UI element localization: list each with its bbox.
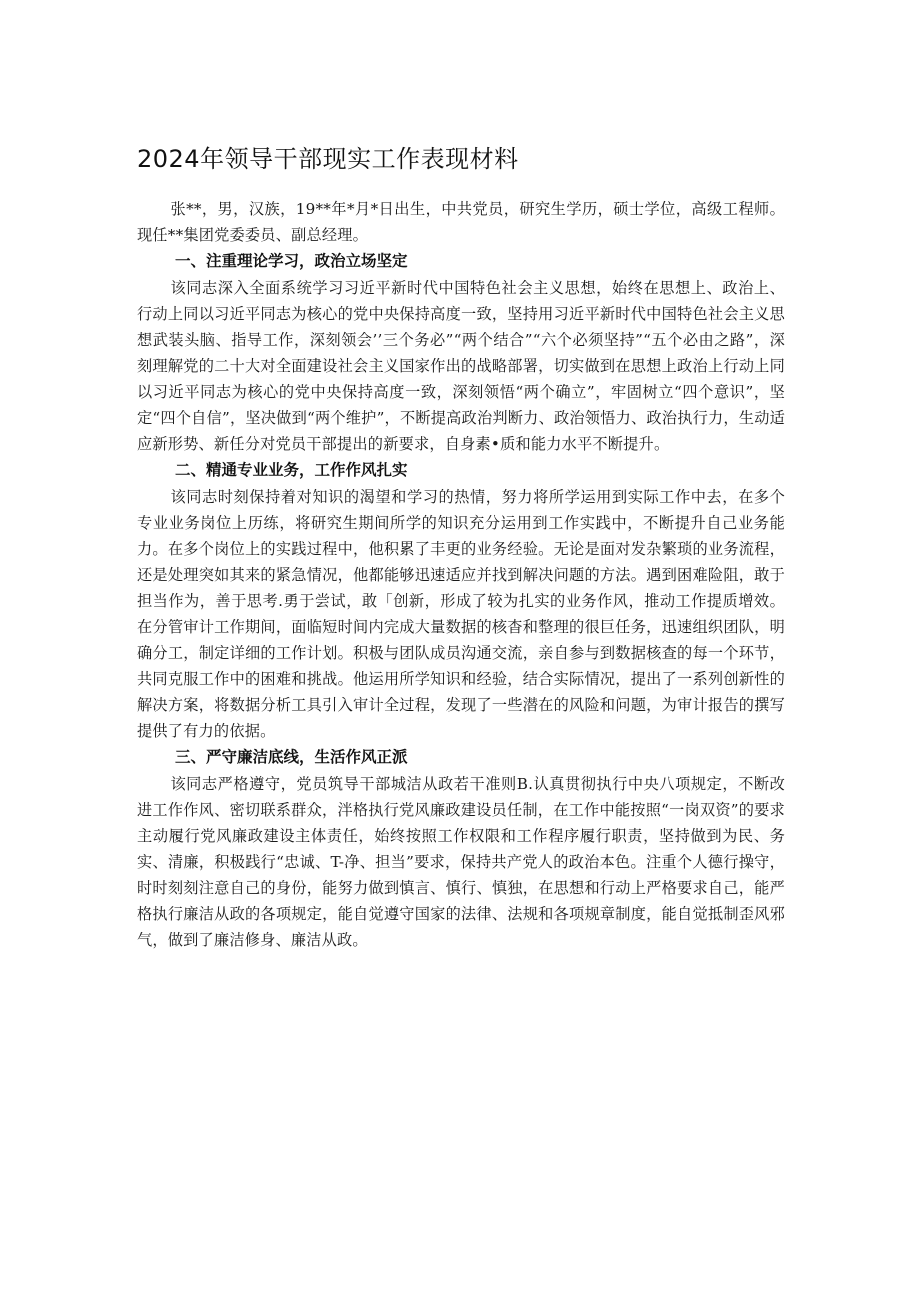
section-body-theory: 该同志深入全面系统学习习近平新时代中国特色社会主义思想，始终在思想上、政治上、行动上同以习近平同志为核心的党中央保持高度一致，坚持用习近平新时代中国特色社会主义思想武装头脑、指导工作，深刻领会’’三个务必”“两个结合”“六个必须坚持”“五个必由之路”，深刻理解党的二十大对全面建设社会主义国家作出的战略部署，切实做到在思想上政治上行动上同以习近平同志为核心的党中央保持高度一致，深刻领悟“两个确立”，牢固树立“四个意识”，坚定“四个自信”，坚决做到“两个维护”，不断提高政治判断力、政治领悟力、政治执行力，生动适应新形势、新任分对党员干部提出的新要求，自身素•质和能力水平不断提升。 <box>137 279 785 453</box>
section-heading-professional: 二、精通专业业务，工作作风扎实 <box>175 461 408 479</box>
section-heading-theory: 一、注重理论学习，政治立场坚定 <box>175 252 408 270</box>
document-title: 2024年领导干部现实工作表现材料 <box>137 145 519 173</box>
section-body-professional: 该同志时刻保持着对知识的渴望和学习的热情，努力将所学运用到实际工作中去，在多个专业业务岗位上历练，将研究生期间所学的知识充分运用到工作实践中，不断提升自己业务能力。在多个岗位上的实践过程中，他积累了丰更的业务经验。无论是面对发杂繁琐的业务流程，还是处理突如其来的紧急情况，他都能够迅速适应并找到解决问题的方法。遇到困难险阻，敢于担当作为，善于思考.勇于尝试，敢「创新，形成了较为扎实的业务作风，推动工作提质增效。在分管审计工作期间，面临短时间内完成大量数据的核杳和整理的很巨任务，迅速组织团队，明确分工，制定详细的工作计划。积极与团队成员沟通交流，亲自参与到数据核查的每一个环节，共同克服工作中的困难和挑战。他运用所学知识和经验，结合实际情况，提出了一系列创新性的解决方案，将数据分析工具引入审计全过程，发现了一些潜在的风险和问题，为审计报告的撰写提供了有力的依据。 <box>137 488 785 740</box>
intro-paragraph: 张**，男，汉族，19**年*月*日出生，中共党员，研究生学历，硕士学位，高级工程师。现任**集团党委委员、副总经理。 <box>137 200 785 244</box>
document-page <box>137 140 785 953</box>
section-body-integrity: 该同志严格遵守，党员筑导干部城洁从政若干准则B.认真贯彻执行中央八项规定，不断改进工作作风、密切联系群众，泮格执行党风廉政建设员任制，在工作中能按照“一岗双资”的要求主动履行党风廉政建设主体责任，始终按照工作权限和工作程序履行职责，坚持做到为民、务实、清廉，积极践行“忠诚、T-净、担当”要求，保持共产党人的政治本色。注重个人德行操守，时时刻刻注意自己的身份，能努力做到慎言、慎行、慎独，在思想和行动上严格要求自己，能严格执行廉洁从政的各项规定，能自觉遵守国家的法律、法规和各项规章制度，能自觉抵制歪风邪气，做到了廉洁修身、廉洁从政。 <box>137 775 785 949</box>
section-heading-integrity: 三、严守廉洁底线，生活作风正派 <box>175 748 408 766</box>
